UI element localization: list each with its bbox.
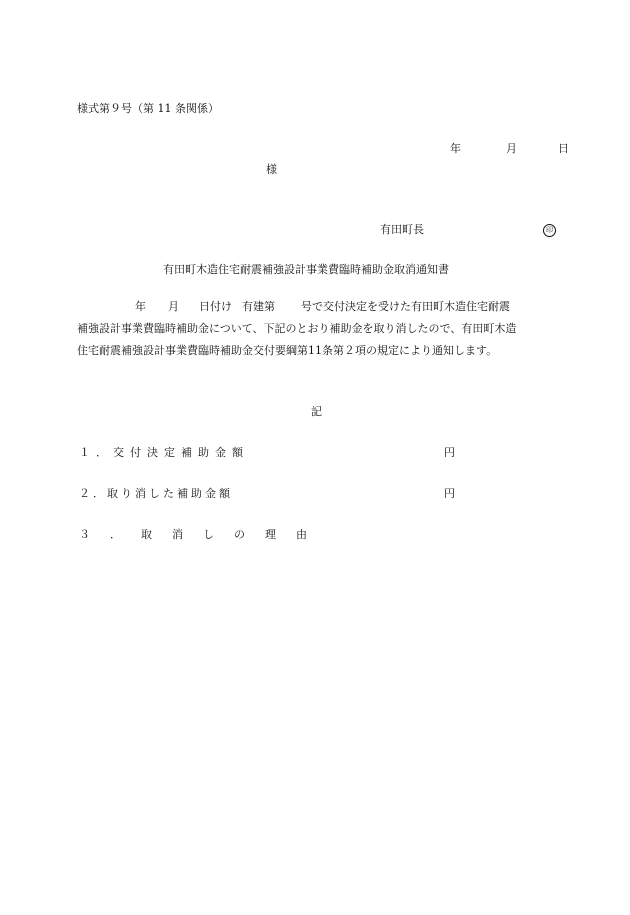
item-2-label: ２．取り消した補助金額 [79, 487, 233, 500]
body-line-1 [77, 296, 555, 318]
item-2-unit: 円 [444, 487, 455, 500]
date-month: 月 [506, 142, 517, 155]
addressee-suffix: 様 [266, 163, 277, 176]
issuer-title: 有田町長 [380, 223, 424, 236]
date-line [450, 143, 569, 154]
seal-mark [543, 223, 556, 237]
body-year: 年 [135, 300, 146, 313]
body-month: 月 [168, 300, 179, 313]
seal-icon: 印 [543, 224, 556, 237]
body-ref-prefix: 有建第 [242, 300, 275, 313]
item-1-label: １．交付決定補助金額 [79, 446, 249, 459]
body-line-3: 住宅耐震補強設計事業費臨時補助金交付要綱第11条第２項の規定により通知します。 [77, 344, 498, 357]
date-day: 日 [558, 142, 569, 155]
body-line-1-rest: 号で交付決定を受けた有田町木造住宅耐震 [301, 300, 510, 313]
body-line-2: 補強設計事業費臨時補助金について、下記のとおり補助金を取り消したので、有田町木造 [77, 322, 517, 335]
form-number: 様式第９号（第 11 条関係） [77, 102, 219, 115]
ki-heading: 記 [311, 405, 322, 418]
date-year: 年 [450, 142, 461, 155]
body-date-ref: 日付け [199, 300, 232, 313]
item-1-unit: 円 [444, 446, 455, 459]
document-title: 有田町木造住宅耐震補強設計事業費臨時補助金取消通知書 [163, 263, 449, 276]
body-paragraph [77, 296, 555, 362]
item-3-label: ３．取消しの理由 [79, 528, 327, 541]
